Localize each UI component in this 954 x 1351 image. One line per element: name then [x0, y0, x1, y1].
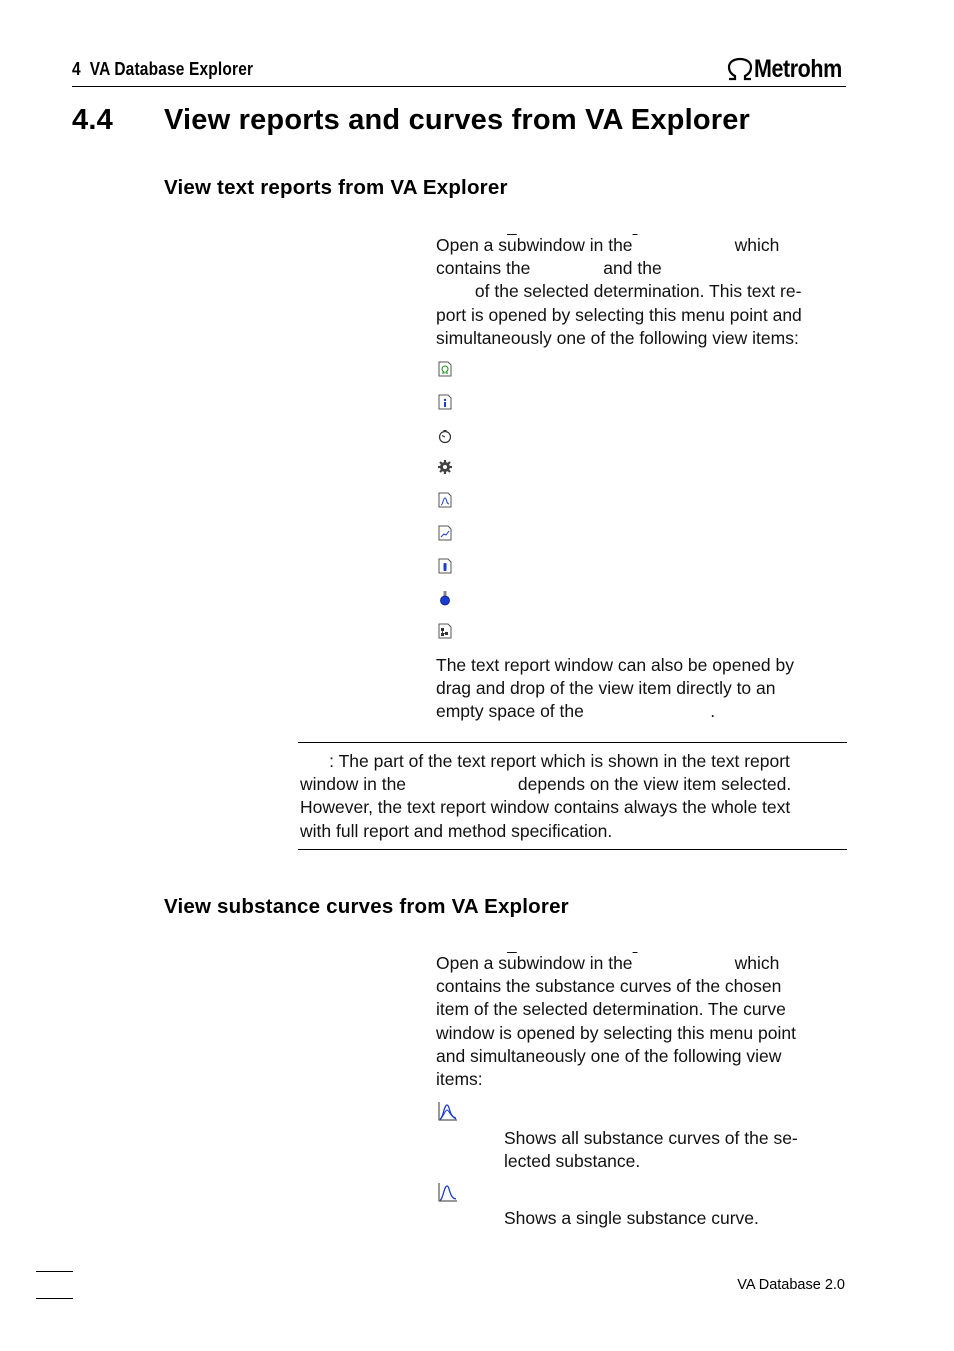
vial-doc-icon[interactable]: [437, 558, 453, 574]
note-line-3: However, the text report window contains always the whole text: [300, 797, 791, 818]
note-bottom-rule: [298, 849, 847, 850]
substance-curves-icon[interactable]: [437, 1101, 458, 1122]
intro-line-5: simultaneously one of the following view items:: [436, 327, 799, 348]
clock-icon[interactable]: [437, 428, 453, 444]
footer-mark-bottom: [36, 1298, 73, 1299]
substance-curves-heading: View substance curves from VA Explorer: [164, 895, 569, 918]
flask-icon[interactable]: [437, 590, 453, 606]
sc-intro-line-6: items:: [436, 1069, 483, 1090]
metrohm-logo: [726, 55, 856, 83]
section-number: 4.4: [72, 104, 113, 136]
section-title: View reports and curves from VA Explorer: [164, 104, 751, 136]
header-rule: [72, 86, 846, 87]
intro-line-1: Open a $s\overline{u}bwindow$ in the which: [436, 235, 780, 255]
omega-logo-icon: [726, 57, 754, 81]
note-line-2: window in the depends on the view item selected.: [300, 774, 792, 795]
desc1-line-1: Shows all substance curves of the se-: [504, 1128, 798, 1148]
note-line-1: : The part of the text report which is shown in the text report: [300, 751, 790, 771]
logo-text: Metrohm: [754, 54, 842, 83]
after-line-2: drag and drop of the view item directly to an: [436, 678, 776, 699]
text-reports-heading: View text reports from VA Explorer: [164, 176, 508, 199]
substance-curves-desc: [504, 1127, 864, 1173]
footer-product: VA Database 2.0: [737, 1277, 845, 1293]
sc-intro-line-2: contains the substance curves of the chosen: [436, 976, 782, 997]
footer-mark-top: [36, 1271, 73, 1272]
after-line-3: empty space of the .: [436, 701, 716, 722]
chapter-header: 4 VA Database Explorer: [72, 59, 254, 79]
sc-intro-line-1: Open a $s\overline{u}bwindow$ in the which: [436, 953, 780, 973]
note-top-rule: [298, 742, 847, 743]
gear-icon[interactable]: [437, 459, 453, 475]
intro-line-4: port is opened by selecting this menu point and: [436, 304, 802, 325]
text-reports-intro: [436, 234, 856, 350]
info-doc-icon[interactable]: [437, 394, 453, 410]
sc-intro-line-5: and simultaneously one of the following view: [436, 1045, 782, 1066]
substance-curves-intro: [436, 952, 856, 1091]
after-line-1: The text report window can also be opened by: [436, 655, 794, 675]
sc-intro-line-4: window is opened by selecting this menu point: [436, 1022, 796, 1043]
ohm-doc-icon[interactable]: [437, 361, 453, 377]
intro-line-3: of the selected determination. This text re-: [436, 281, 802, 302]
tree-doc-icon[interactable]: [437, 623, 453, 639]
graph-doc-icon[interactable]: [437, 525, 453, 541]
curve-doc-icon[interactable]: [437, 492, 453, 508]
text-reports-after: [436, 654, 856, 724]
single-curve-icon[interactable]: [437, 1182, 458, 1203]
desc1-line-2: lected substance.: [504, 1151, 641, 1172]
note-text: [300, 750, 860, 843]
sc-intro-line-3: item of the selected determination. The curve: [436, 999, 786, 1020]
note-line-4: with full report and method specification.: [300, 820, 613, 841]
single-curve-desc: Shows a single substance curve.: [504, 1208, 759, 1228]
intro-line-2: contains the and the: [436, 258, 662, 279]
